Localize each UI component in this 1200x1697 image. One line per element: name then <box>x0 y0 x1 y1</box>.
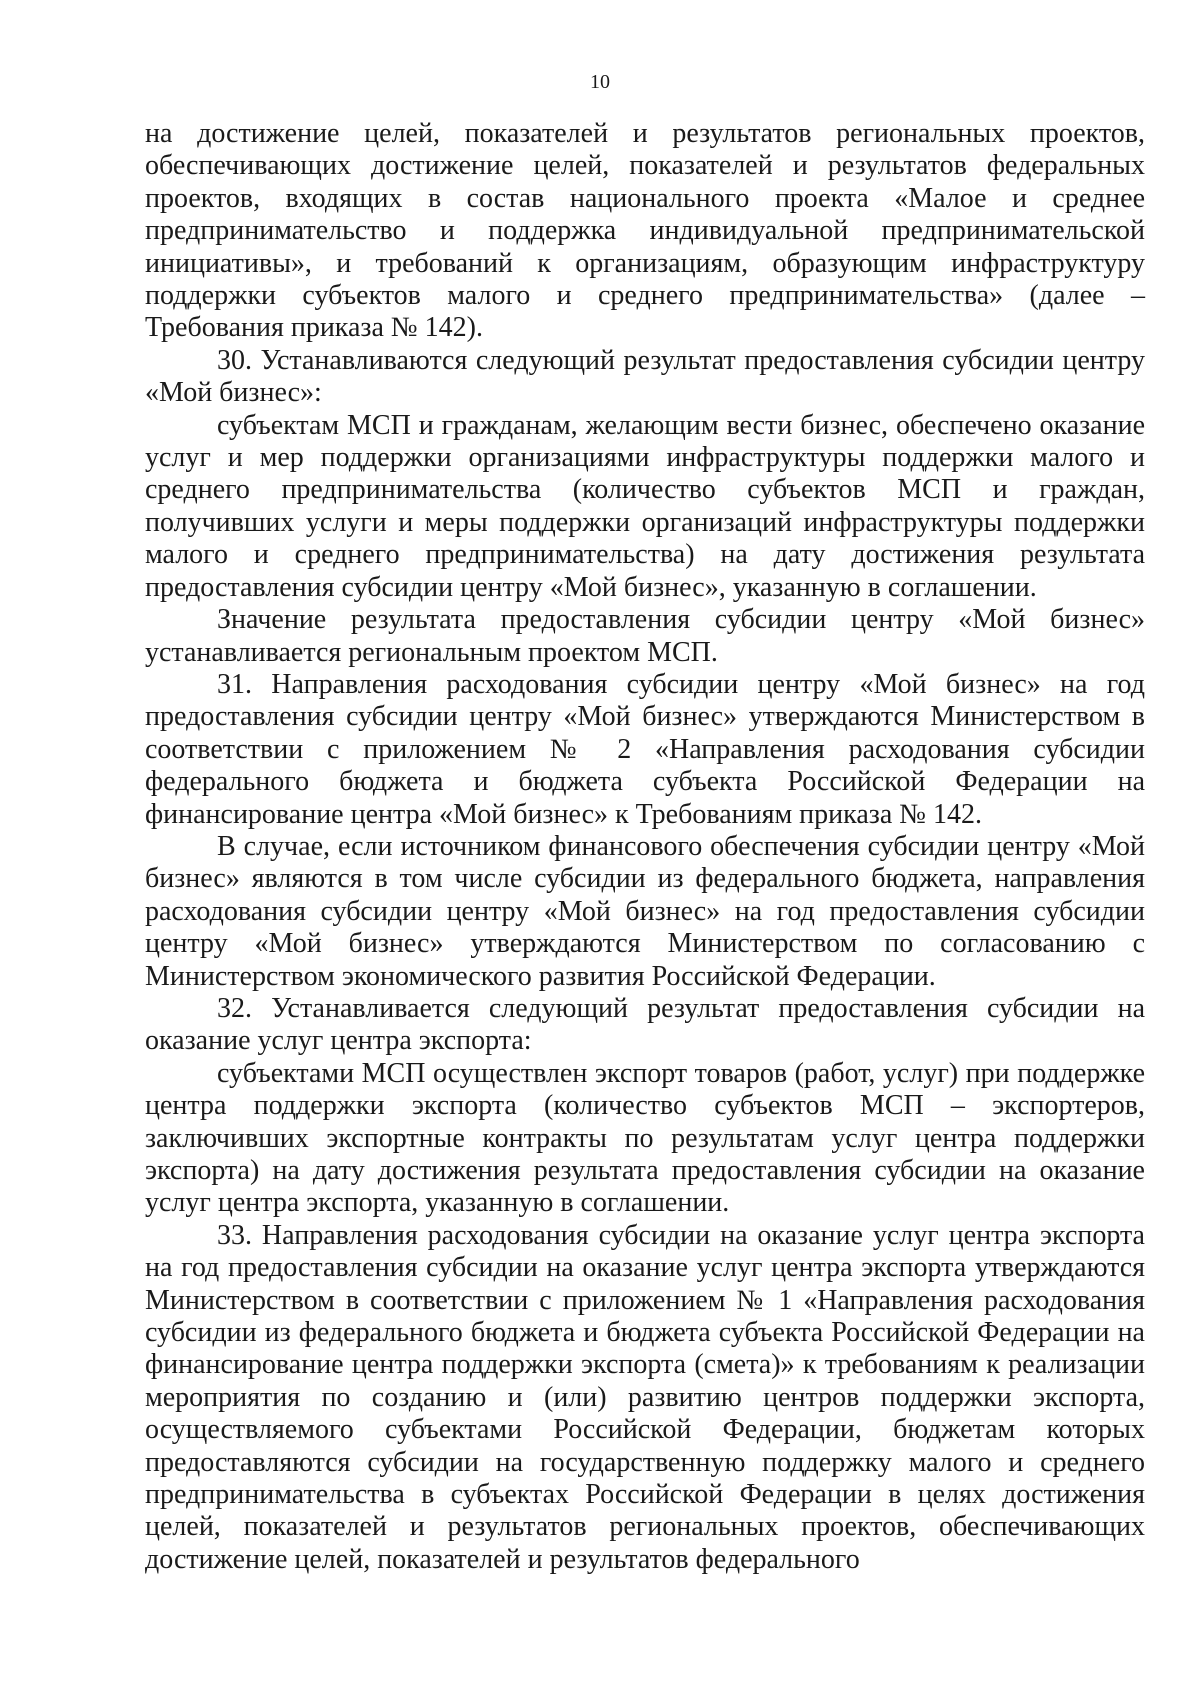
paragraph-item-30-result: субъектам МСП и гражданам, желающим вести бизнес, обеспечено оказание услуг и мер поддержки организациями инфраструктуры поддержки малого и среднего предпринимательства (количество субъектов МСП и граждан, получивших услуги и меры поддержки организаций инфраструктуры поддержки малого и среднего предпринимательства) на дату достижения результата предоставления субсидии центру «Мой бизнес», указанную в соглашении. <box>145 409 1145 603</box>
paragraph-continuation: на достижение целей, показателей и результатов региональных проектов, обеспечивающих достижение целей, показателей и результатов федеральных проектов, входящих в состав национального проекта «Малое и среднее предпринимательство и поддержка индивидуальной предпринимательской инициативы», и требований к организациям, образующим инфраструктуру поддержки субъектов малого и среднего предпринимательства» (далее – Требования приказа № 142). <box>145 118 1145 344</box>
paragraph-item-30: 30. Устанавливаются следующий результат предоставления субсидии центру «Мой бизнес»: <box>145 344 1145 409</box>
paragraph-item-31-case: В случае, если источником финансового обеспечения субсидии центру «Мой бизнес» являются в том числе субсидии из федерального бюджета, направления расходования субсидии центру «Мой бизнес» на год предоставления субсидии центру «Мой бизнес» утверждаются Министерством по согласованию с Министерством экономического развития Российской Федерации. <box>145 830 1145 992</box>
paragraph-item-32: 32. Устанавливается следующий результат предоставления субсидии на оказание услуг центра экспорта: <box>145 992 1145 1057</box>
page-number: 10 <box>590 71 610 93</box>
paragraph-item-32-result: субъектами МСП осуществлен экспорт товаров (работ, услуг) при поддержке центра поддержки экспорта (количество субъектов МСП – экспортеров, заключивших экспортные контракты по результатам услуг центра поддержки экспорта) на дату достижения результата предоставления субсидии на оказание услуг центра экспорта, указанную в соглашении. <box>145 1057 1145 1219</box>
document-body <box>145 118 1145 1576</box>
paragraph-item-33: 33. Направления расходования субсидии на оказание услуг центра экспорта на год предоставления субсидии на оказание услуг центра экспорта утверждаются Министерством в соответствии с приложением № 1 «Направления расходования субсидии из федерального бюджета и бюджета субъекта Российской Федерации на финансирование центра поддержки экспорта (смета)» к требованиям к реализации мероприятия по созданию и (или) развитию центров поддержки экспорта, осуществляемого субъектами Российской Федерации, бюджетам которых предоставляются субсидии на государственную поддержку малого и среднего предпринимательства в субъектах Российской Федерации в целях достижения целей, показателей и результатов региональных проектов, обеспечивающих достижение целей, показателей и результатов федерального <box>145 1219 1145 1575</box>
paragraph-item-31: 31. Направления расходования субсидии центру «Мой бизнес» на год предоставления субсидии центру «Мой бизнес» утверждаются Министерством в соответствии с приложением № 2 «Направления расходования субсидии федерального бюджета и бюджета субъекта Российской Федерации на финансирование центра «Мой бизнес» к Требованиям приказа № 142. <box>145 668 1145 830</box>
paragraph-item-30-value: Значение результата предоставления субсидии центру «Мой бизнес» устанавливается региональным проектом МСП. <box>145 604 1145 668</box>
